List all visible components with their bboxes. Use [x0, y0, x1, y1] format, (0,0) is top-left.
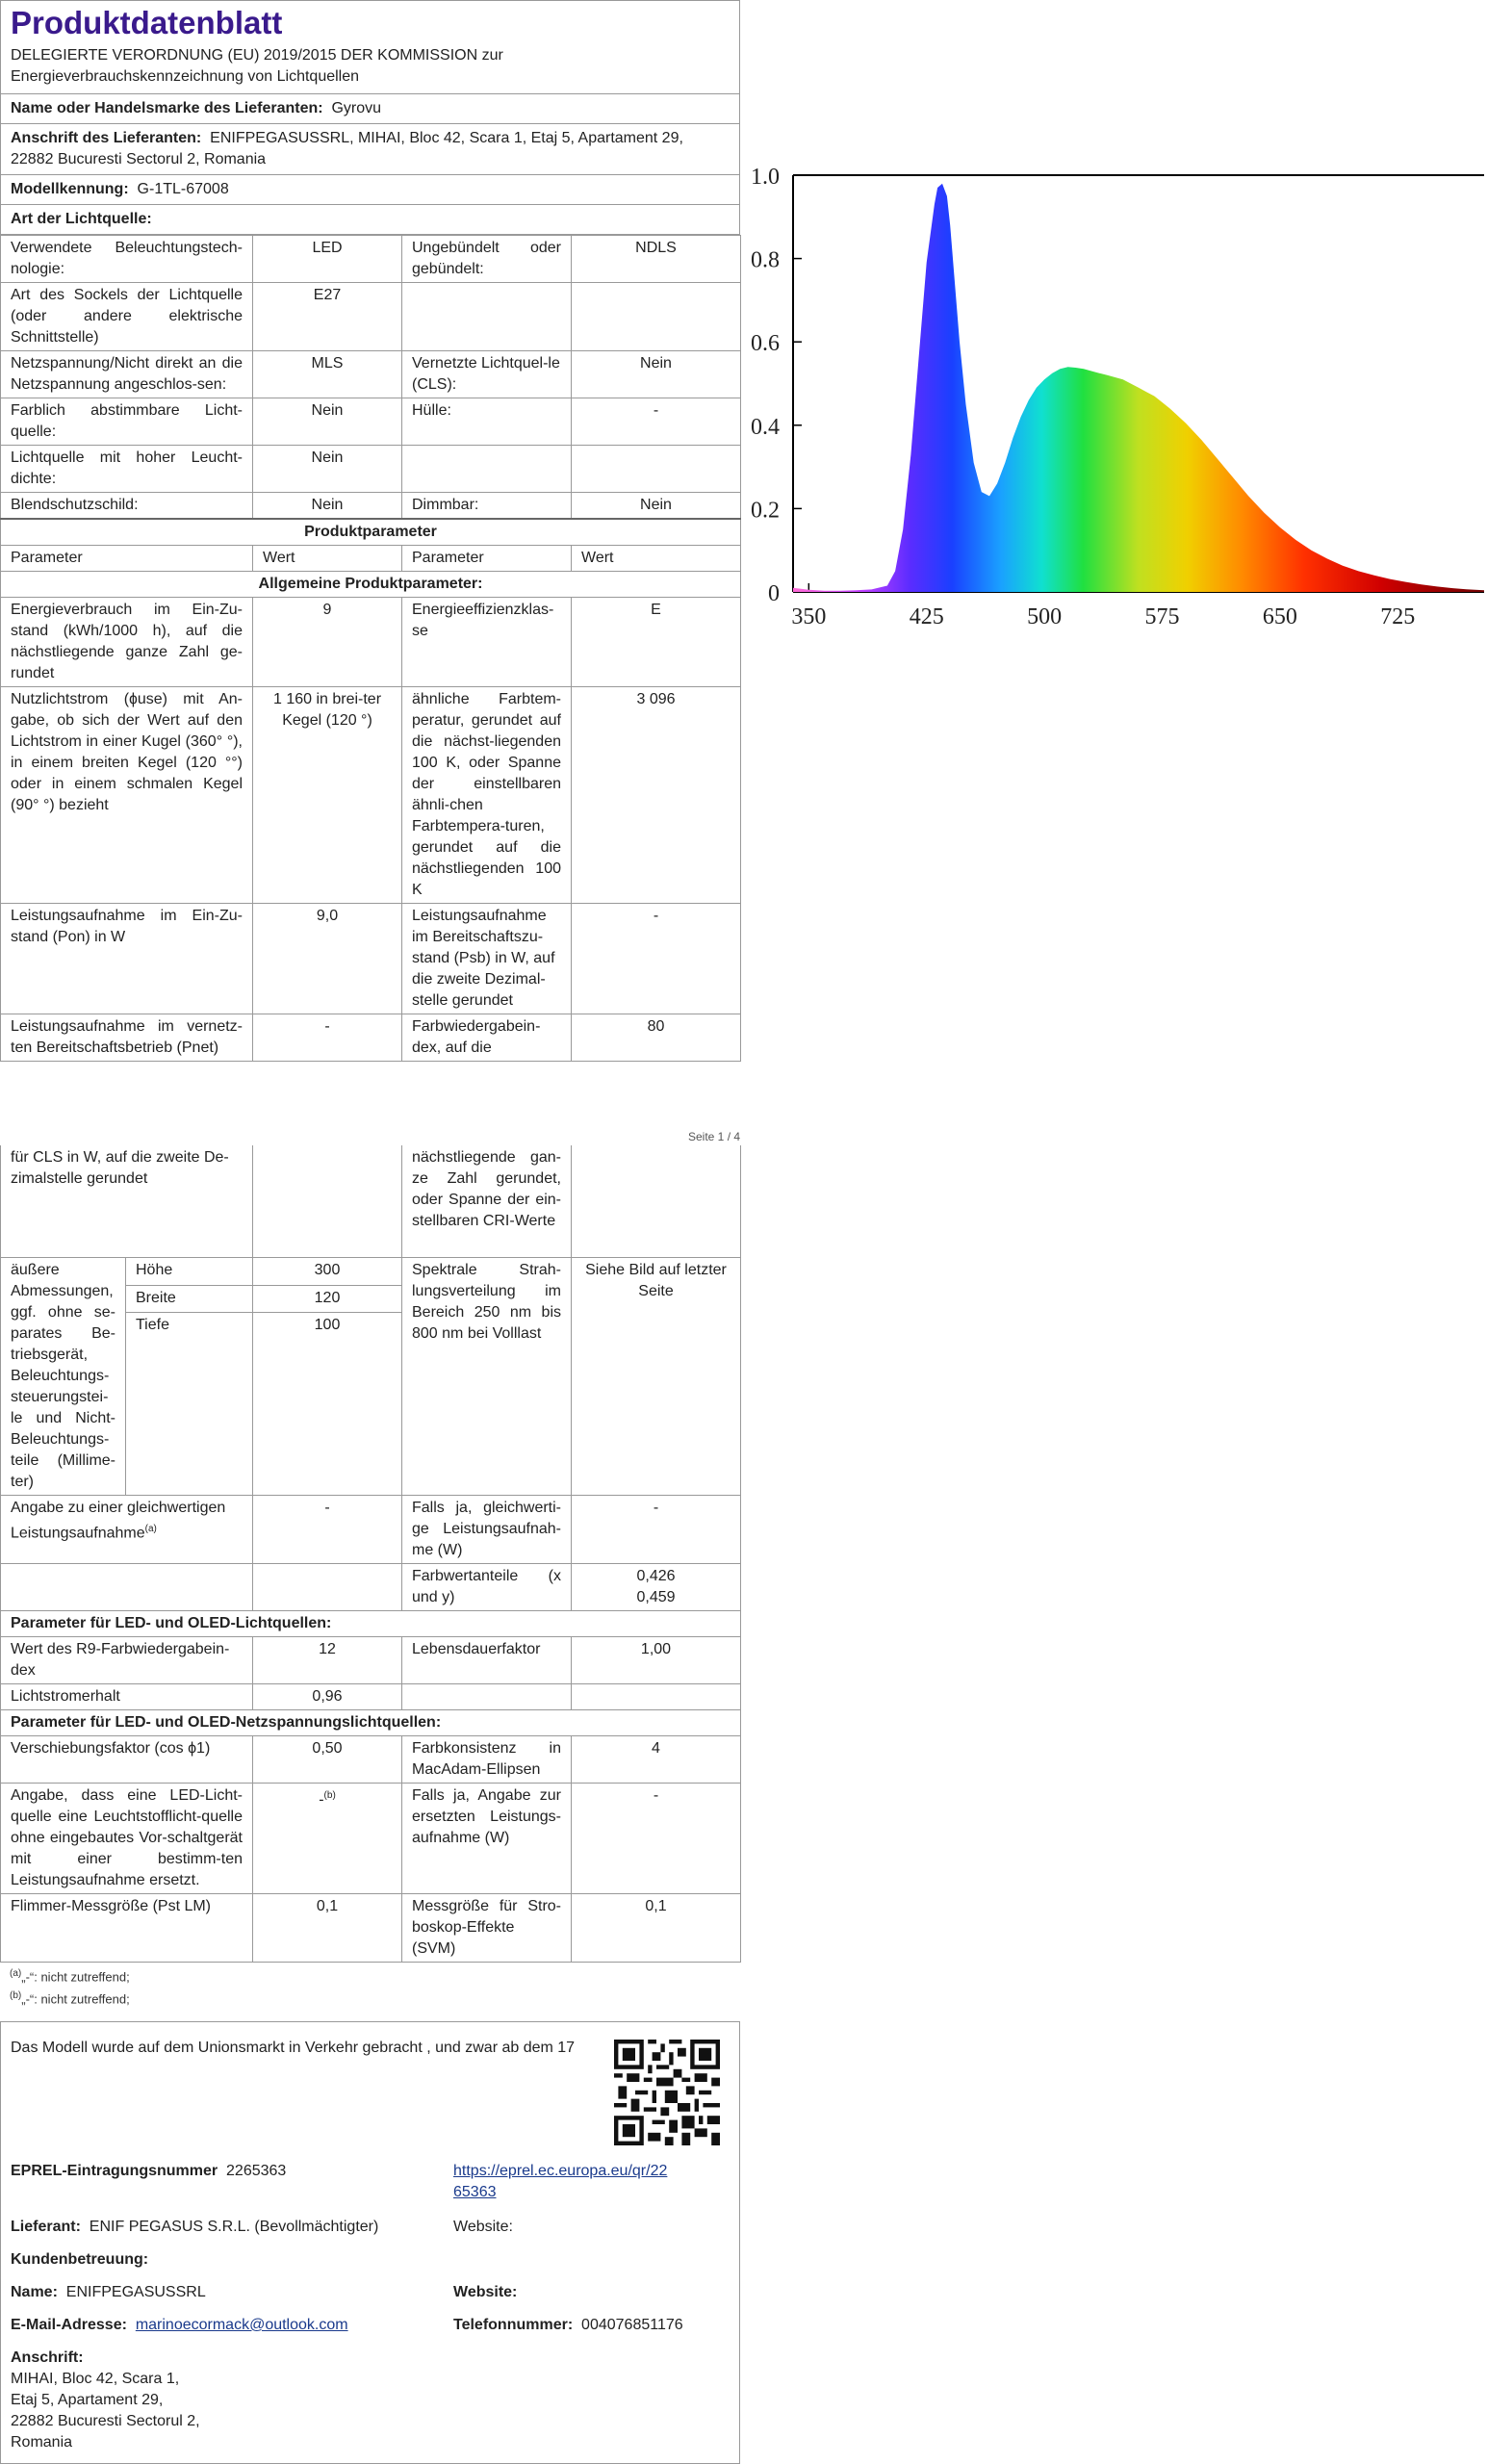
y-tick-label: 1.0 — [751, 165, 780, 190]
param-value — [572, 1145, 741, 1258]
light-type-row — [1, 204, 739, 234]
param-value: 80 — [572, 1014, 741, 1062]
type-row-1 — [1, 283, 741, 351]
market-text: Das Modell wurde auf dem Unionsmarkt in Verkehr gebracht , und zwar ab dem 17 — [11, 2040, 576, 2056]
macadam-label: Farbkonsistenz in MacAdam-Ellipsen — [402, 1736, 572, 1784]
footnote-a — [0, 1964, 740, 1987]
supplier-label: Lieferant: — [11, 2219, 81, 2235]
param-row-flux — [1, 687, 741, 904]
type-label: Art des Sockels der Lichtquelle (oder andere elektrische Schnittstelle) — [1, 283, 253, 351]
spd-label: Spektrale Strah-lungsverteilung im Bereich 250 nm bis 800 nm bei Volllast — [402, 1258, 572, 1496]
care-label: Kundenbetreuung: — [11, 2251, 149, 2268]
replace-footnote-ref: (b) — [323, 1790, 336, 1801]
cos-label: Verschiebungsfaktor (cos ϕ1) — [1, 1736, 253, 1784]
eprel-link[interactable] — [453, 2161, 704, 2203]
param-row-net-cont — [1, 1145, 741, 1258]
empty-cell — [253, 1564, 402, 1611]
supplier-address-label: Anschrift des Lieferanten: — [11, 130, 202, 146]
website2-label: Website: — [453, 2284, 518, 2300]
x-tick-label: 500 — [1027, 604, 1063, 629]
datasheet-header-box — [0, 0, 740, 235]
flicker-label: Flimmer-Messgröße (Pst LM) — [1, 1894, 253, 1963]
address-block — [11, 2348, 200, 2453]
col-param: Parameter — [1, 546, 253, 572]
dims-row-height — [1, 1258, 741, 1286]
equiv2-value: - — [572, 1496, 741, 1564]
dims-key: Tiefe — [126, 1313, 253, 1496]
param-value — [253, 1145, 402, 1258]
datasheet-page-1 — [0, 0, 740, 1062]
supplier-address-row — [1, 123, 739, 174]
svm-label: Messgröße für Stro-boskop-Effekte (SVM) — [402, 1894, 572, 1963]
type-value: Nein — [253, 446, 402, 493]
care-name-label: Name: — [11, 2284, 58, 2300]
footnote-text: „-“: nicht zutreffend; — [21, 1969, 130, 1985]
type-row-2 — [1, 351, 741, 398]
type-value: NDLS — [572, 236, 741, 283]
equiv-cell — [1, 1496, 253, 1564]
page-subtitle: DELEGIERTE VERORDNUNG (EU) 2019/2015 DER KOMMISSION zur Energieverbrauchskennzeichnung von Lichtquellen — [11, 47, 503, 85]
type-value: Nein — [253, 398, 402, 446]
dims-label: äußere Abmessungen, ggf. ohne se-parates Be-triebsgerät, Beleuchtungs-steuerungstei-le und Nicht-Beleuchtungs-teile (Millime-ter) — [1, 1258, 126, 1496]
param-value: 3 096 — [572, 687, 741, 904]
care-name — [11, 2282, 206, 2303]
replace-value: - — [319, 1791, 324, 1809]
type-label: Lichtquelle mit hoher Leucht-dichte: — [1, 446, 253, 493]
page-title: Produktdatenblatt — [11, 5, 283, 40]
col-value: Wert — [253, 546, 402, 572]
replace-label: Angabe, dass eine LED-Licht-quelle eine Leuchtstofflicht-quelle ohne eingebautes Vor-schaltgerät mit einer bestimm-ten Leistungsaufnahme ersetzt. — [1, 1784, 253, 1894]
chroma-row — [1, 1564, 741, 1611]
supplier-line — [11, 2217, 378, 2238]
type-label: Farblich abstimmbare Licht-quelle: — [1, 398, 253, 446]
eprel-reg-value: 2265363 — [226, 2163, 287, 2179]
replace2-value: - — [572, 1784, 741, 1894]
type-label — [402, 446, 572, 493]
param-row-energy — [1, 598, 741, 687]
footnote-text: „-“: nicht zutreffend; — [21, 1991, 130, 2007]
col-value: Wert — [572, 546, 741, 572]
light-type-label: Art der Lichtquelle: — [11, 211, 152, 227]
cos-row — [1, 1736, 741, 1784]
phone-label: Telefonnummer: — [453, 2317, 574, 2333]
x-tick-label: 425 — [909, 604, 944, 629]
eprel-section — [0, 2021, 740, 2464]
led-params-title: Parameter für LED- und OLED-Lichtquellen: — [1, 1611, 741, 1637]
equiv-footnote-ref: (a) — [144, 1524, 157, 1534]
params-column-header — [1, 546, 741, 572]
address-line: 22882 Bucuresti Sectorul 2, — [11, 2413, 200, 2429]
footnotes — [0, 1964, 740, 2010]
email-link[interactable]: marinoecormack@outlook.com — [135, 2317, 348, 2333]
chroma-label: Farbwertanteile (x und y) — [402, 1564, 572, 1611]
param-label: nächstliegende gan-ze Zahl gerundet, oder Spanne der ein-stellbaren CRI-Werte — [402, 1145, 572, 1258]
type-label: Ungebündelt oder gebündelt: — [402, 236, 572, 283]
cos-value: 0,50 — [253, 1736, 402, 1784]
type-label: Vernetzte Lichtquel-le (CLS): — [402, 351, 572, 398]
care-name-value: ENIFPEGASUSSRL — [65, 2284, 206, 2300]
replace-cell — [253, 1784, 402, 1894]
footnote-marker: (b) — [10, 1990, 22, 2002]
type-label: Netzspannung/Nicht direkt an die Netzspannung angeschlos-sen: — [1, 351, 253, 398]
chroma-y: 0,459 — [636, 1589, 676, 1605]
spectrum-chart — [743, 154, 1487, 736]
datasheet-page-2 — [0, 1145, 740, 2010]
phone-value: 004076851176 — [581, 2317, 683, 2333]
maint-label: Lichtstromerhalt — [1, 1684, 253, 1710]
life-label: Lebensdauerfaktor — [402, 1637, 572, 1684]
param-value: - — [572, 904, 741, 1014]
led-params-header — [1, 1611, 741, 1637]
life-value: 1,00 — [572, 1637, 741, 1684]
type-row-5 — [1, 493, 741, 520]
eprel-link-line-1[interactable]: https://eprel.ec.europa.eu/qr/22 — [453, 2163, 668, 2179]
address-line: MIHAI, Bloc 42, Scara 1, — [11, 2371, 180, 2387]
macadam-value: 4 — [572, 1736, 741, 1784]
equiv-value: - — [253, 1496, 402, 1564]
dims-value: 100 — [253, 1313, 402, 1496]
eprel-reg-label: EPREL-Eintragungsnummer — [11, 2163, 218, 2179]
param-row-power — [1, 904, 741, 1014]
type-row-0 — [1, 236, 741, 283]
type-label: Blendschutzschild: — [1, 493, 253, 520]
x-tick-label: 650 — [1262, 604, 1297, 629]
param-label: Leistungsaufnahme im Bereitschaftszu-stand (Psb) in W, auf die zweite Dezimal-stelle gerundet — [402, 904, 572, 1014]
x-tick-label: 725 — [1380, 604, 1416, 629]
model-value: G-1TL-67008 — [137, 181, 229, 197]
empty-cell — [1, 1564, 253, 1611]
eprel-reg — [11, 2161, 286, 2182]
maint-row — [1, 1684, 741, 1710]
type-label: Verwendete Beleuchtungstech-nologie: — [1, 236, 253, 283]
spectrum-area — [793, 184, 1484, 592]
general-params-title: Allgemeine Produktparameter: — [1, 572, 741, 598]
r9-value: 12 — [253, 1637, 402, 1684]
y-tick-label: 0.2 — [751, 498, 780, 524]
replace-row — [1, 1784, 741, 1894]
param-label: für CLS in W, auf die zweite De-zimalstelle gerundet — [1, 1145, 253, 1258]
param-label: Energieeffizienzklas-se — [402, 598, 572, 687]
spd-value: Siehe Bild auf letzter Seite — [572, 1258, 741, 1496]
footnote-marker: (a) — [10, 1968, 22, 1979]
param-label: Farbwiedergabein-dex, auf die — [402, 1014, 572, 1062]
email-line — [11, 2315, 348, 2336]
type-label: Hülle: — [402, 398, 572, 446]
y-tick-label: 0.8 — [751, 247, 780, 273]
y-tick-label: 0 — [768, 581, 780, 606]
type-value: - — [572, 398, 741, 446]
light-type-table — [0, 235, 741, 1062]
param-label: Leistungsaufnahme im vernetz-ten Bereitschaftsbetrieb (Pnet) — [1, 1014, 253, 1062]
supplier-name-label: Name oder Handelsmarke des Lieferanten: — [11, 100, 323, 116]
supplier-value: ENIF PEGASUS S.R.L. (Bevollmächtigter) — [89, 2219, 379, 2235]
y-tick-label: 0.6 — [751, 331, 780, 357]
type-label — [402, 283, 572, 351]
type-value: Nein — [253, 493, 402, 520]
param-label: Nutzlichtstrom (ɸuse) mit An-gabe, ob sich der Wert auf den Lichtstrom in einer Kugel (360° °), in einem breiten Kegel (120 °°) oder in einem schmalen Kegel (90° °) bezieht — [1, 687, 253, 904]
supplier-address-value: ENIFPEGASUSSRL, MIHAI, Bloc 42, Scara 1, Etaj 5, Apartament 29, 22882 Bucuresti Sectorul 2, Romania — [11, 130, 683, 167]
param-label: ähnliche Farbtem-peratur, gerundet auf die nächst-liegenden 100 K, oder Spanne der einstellbaren ähnli-chen Farbtempera-turen, gerundet auf die nächstliegenden 100 K — [402, 687, 572, 904]
svm-value: 0,1 — [572, 1894, 741, 1963]
general-params-header — [1, 572, 741, 598]
empty-cell — [402, 1684, 572, 1710]
type-row-3 — [1, 398, 741, 446]
y-tick-label: 0.4 — [751, 414, 780, 440]
spectrum-chart-svg — [743, 154, 1487, 736]
supplier-name-value: Gyrovu — [331, 100, 382, 116]
footnote-b — [0, 1987, 740, 2009]
flicker-row — [1, 1894, 741, 1963]
type-value: MLS — [253, 351, 402, 398]
address-line: Etaj 5, Apartament 29, — [11, 2392, 164, 2408]
page-number: Seite 1 / 4 — [688, 1130, 741, 1143]
param-label: Energieverbrauch im Ein-Zu-stand (kWh/1000 h), auf die nächstliegende ganze Zahl ge-rundet — [1, 598, 253, 687]
dims-value: 120 — [253, 1285, 402, 1313]
dims-key: Breite — [126, 1285, 253, 1313]
r9-row — [1, 1637, 741, 1684]
empty-cell — [572, 1684, 741, 1710]
param-row-net — [1, 1014, 741, 1062]
type-value — [572, 283, 741, 351]
mains-params-title: Parameter für LED- und OLED-Netzspannungslichtquellen: — [1, 1710, 741, 1736]
r9-label: Wert des R9-Farbwiedergabein-dex — [1, 1637, 253, 1684]
type-row-4 — [1, 446, 741, 493]
param-value: 1 160 in brei-ter Kegel (120 °) — [253, 687, 402, 904]
param-value: E — [572, 598, 741, 687]
flicker-value: 0,1 — [253, 1894, 402, 1963]
website-label: Website: — [453, 2219, 513, 2235]
type-label: Dimmbar: — [402, 493, 572, 520]
type-value: LED — [253, 236, 402, 283]
address-line: Romania — [11, 2434, 73, 2451]
param-value: 9,0 — [253, 904, 402, 1014]
mains-params-header — [1, 1710, 741, 1736]
maint-value: 0,96 — [253, 1684, 402, 1710]
x-tick-label: 575 — [1144, 604, 1180, 629]
address-label: Anschrift: — [11, 2349, 84, 2366]
email-label: E-Mail-Adresse: — [11, 2317, 127, 2333]
product-params-title: Produktparameter — [1, 519, 741, 546]
param-value: 9 — [253, 598, 402, 687]
dims-value: 300 — [253, 1258, 402, 1286]
dims-key: Höhe — [126, 1258, 253, 1286]
phone-line — [453, 2315, 683, 2336]
chroma-x: 0,426 — [636, 1568, 676, 1584]
param-value: - — [253, 1014, 402, 1062]
equiv2-label: Falls ja, gleichwerti-ge Leistungsaufnah-me (W) — [402, 1496, 572, 1564]
equiv-label: Angabe zu einer gleichwertigen Leistungsaufnahme — [11, 1500, 226, 1542]
type-value — [572, 446, 741, 493]
type-value: E27 — [253, 283, 402, 351]
param-label: Leistungsaufnahme im Ein-Zu-stand (Pon) in W — [1, 904, 253, 1014]
type-value: Nein — [572, 351, 741, 398]
model-row — [1, 174, 739, 204]
x-tick-label: 350 — [791, 604, 827, 629]
type-value: Nein — [572, 493, 741, 520]
product-params-header — [1, 519, 741, 546]
qr-code-icon[interactable] — [614, 2040, 720, 2145]
col-param: Parameter — [402, 546, 572, 572]
chroma-values — [572, 1564, 741, 1611]
equiv-row — [1, 1496, 741, 1564]
params-table-2 — [0, 1145, 741, 1963]
model-label: Modellkennung: — [11, 181, 129, 197]
supplier-name-row — [1, 93, 739, 123]
replace2-label: Falls ja, Angabe zur ersetzten Leistungs-aufnahme (W) — [402, 1784, 572, 1894]
eprel-link-line-2[interactable]: 65363 — [453, 2184, 497, 2200]
